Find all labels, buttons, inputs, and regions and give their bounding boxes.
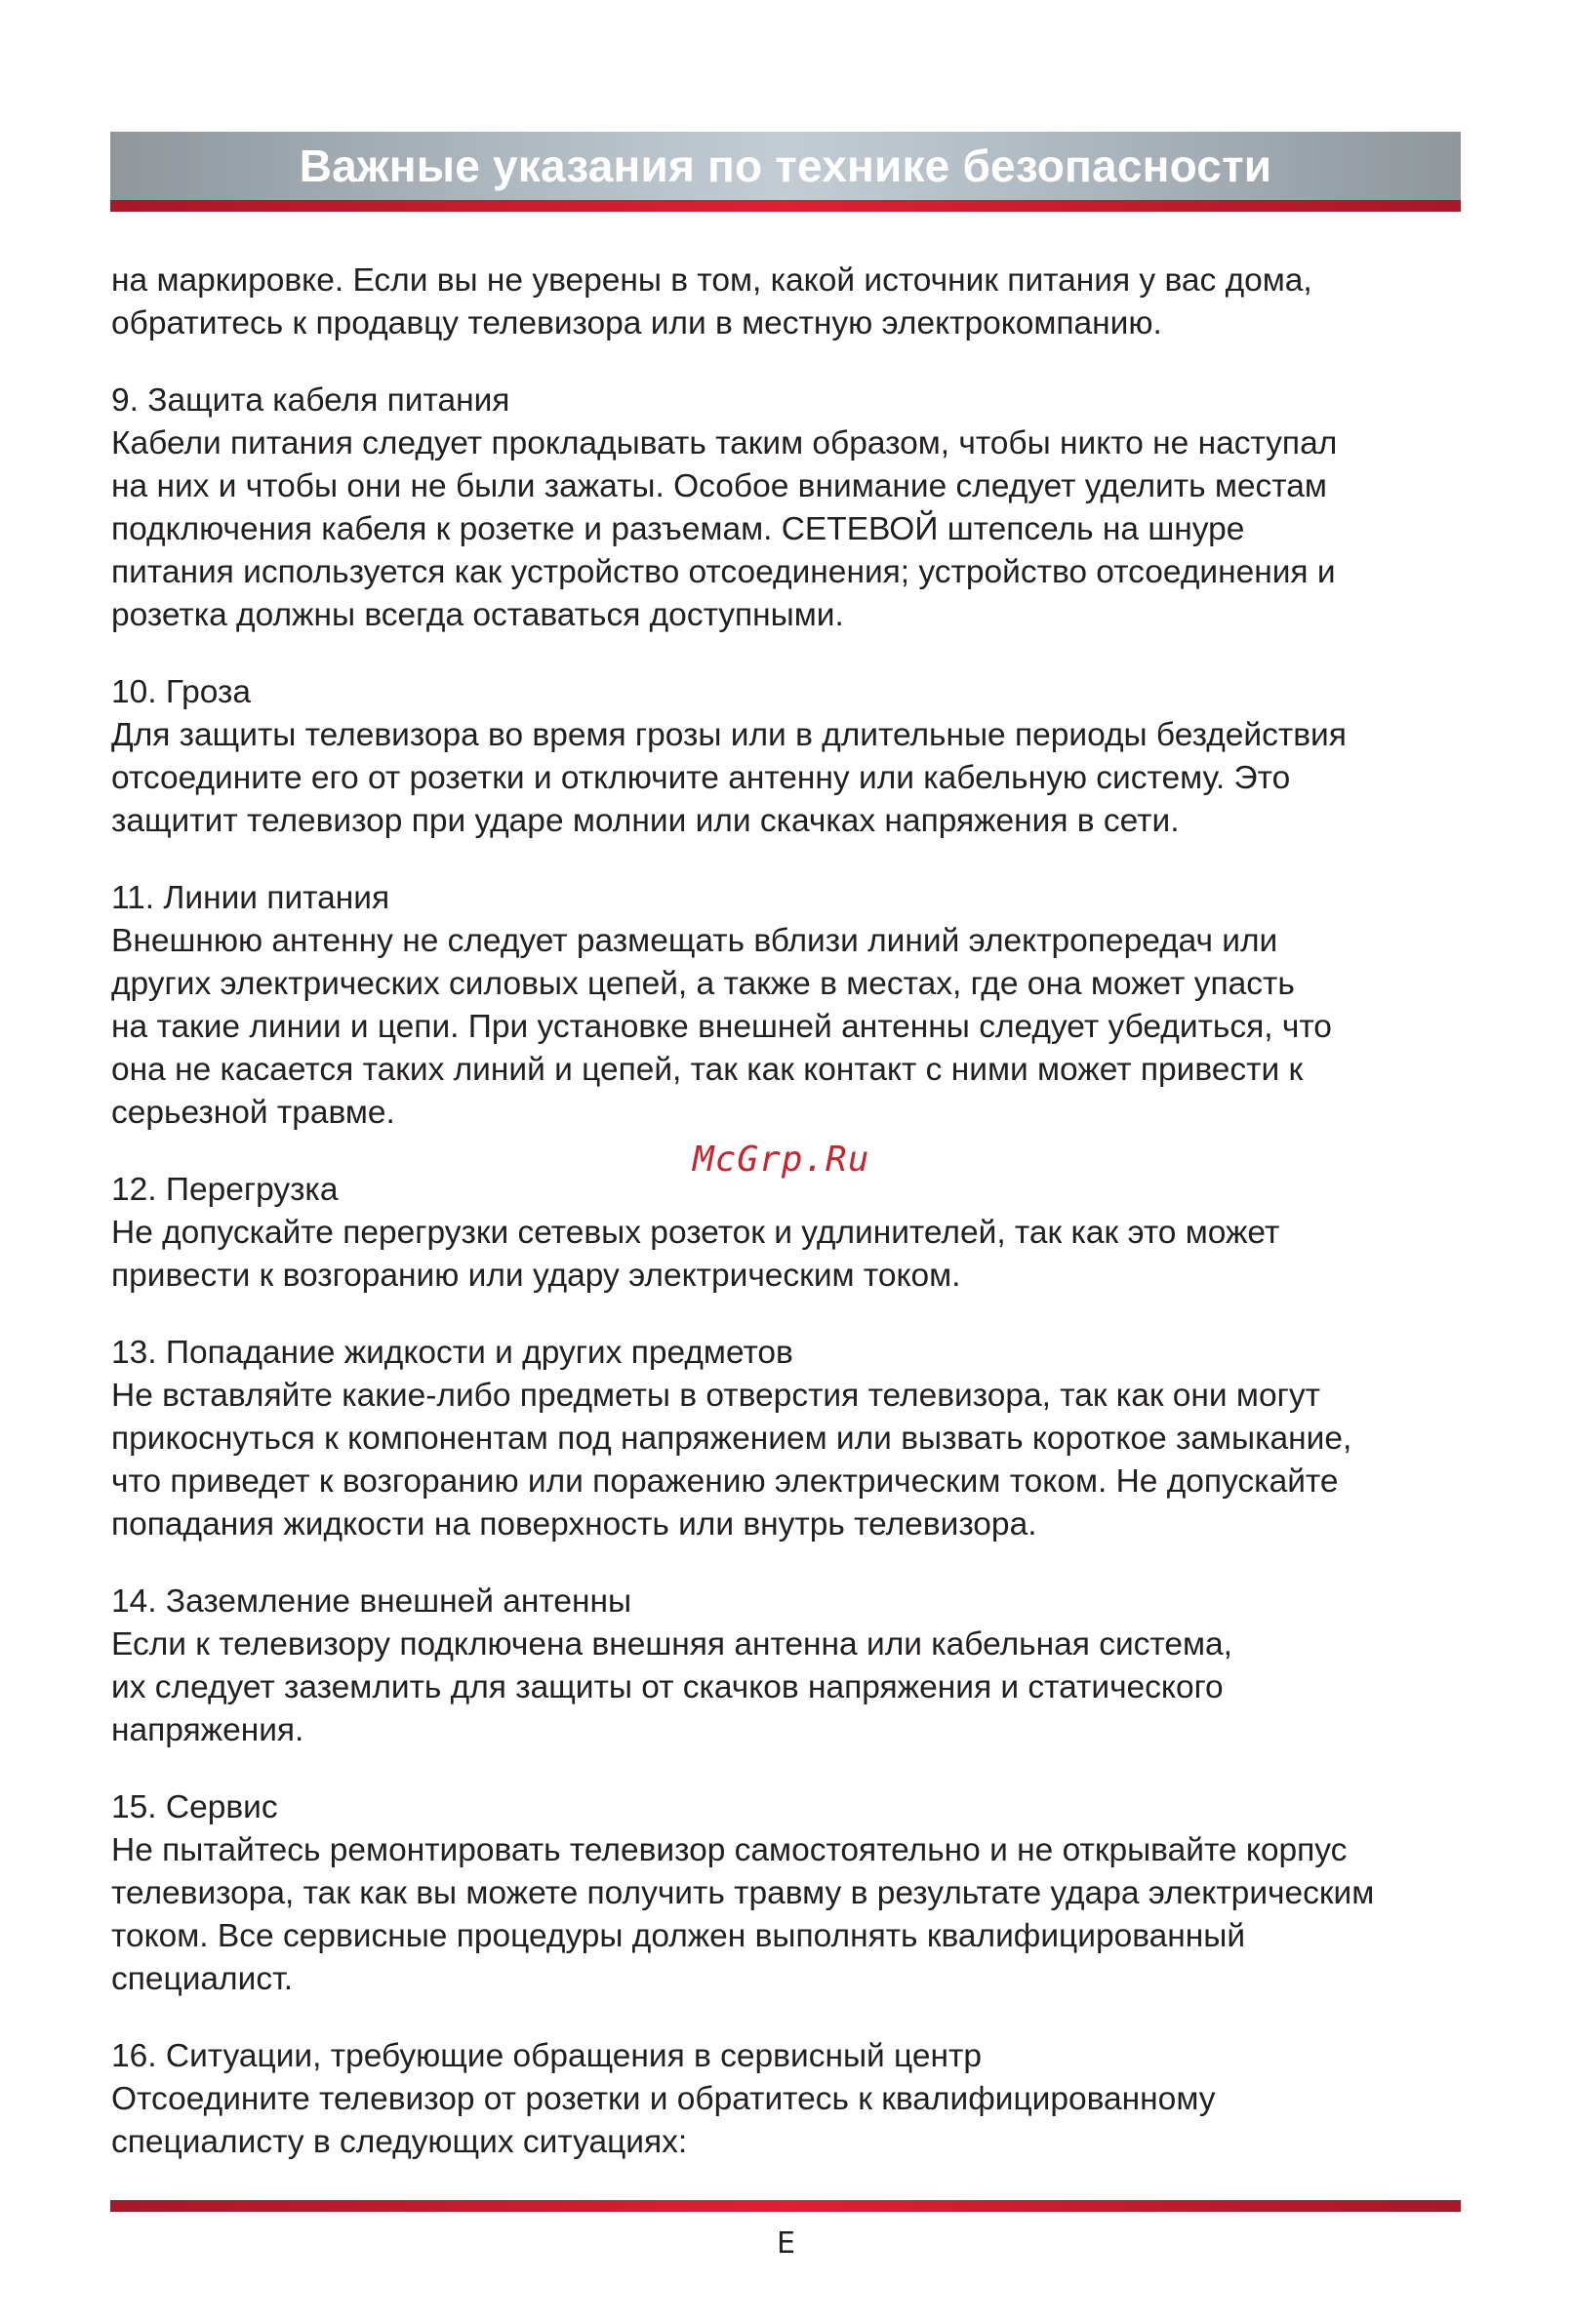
- section-lightning: [111, 671, 1477, 843]
- text-line: Отсоедините телевизор от розетки и обратитесь к квалифицированному: [111, 2081, 1216, 2117]
- watermark: McGrp.Ru: [693, 1140, 870, 1180]
- text-line: на маркировке. Если вы не уверены в том, какой источник питания у вас дома,: [111, 262, 1312, 299]
- section-heading: 14. Заземление внешней антенны: [111, 1583, 632, 1620]
- section-heading: 9. Защита кабеля питания: [111, 382, 510, 419]
- section-heading: 13. Попадание жидкости и других предметов: [111, 1335, 793, 1371]
- text-line: специалисту в следующих ситуациях:: [111, 2124, 688, 2160]
- text-line: Не вставляйте какие-либо предметы в отверстия телевизора, так как они могут: [111, 1378, 1320, 1414]
- page-title: Важные указания по технике безопасности: [299, 140, 1272, 191]
- section-service-required: [111, 2035, 1477, 2164]
- text-line: привести к возгоранию или удару электрическим током.: [111, 1258, 961, 1294]
- section-heading: 16. Ситуации, требующие обращения в сервисный центр: [111, 2038, 982, 2074]
- text-line: что приведет к возгоранию или поражению электрическим током. Не допускайте: [111, 1463, 1339, 1500]
- section-heading: 15. Сервис: [111, 1789, 278, 1825]
- text-line: на такие линии и цепи. При установке внешней антенны следует убедиться, что: [111, 1009, 1332, 1045]
- text-line: отсоедините его от розетки и отключите антенну или кабельную систему. Это: [111, 760, 1291, 796]
- section-heading: 10. Гроза: [111, 674, 252, 710]
- page-header-band: [110, 132, 1461, 200]
- section-servicing: [111, 1786, 1477, 2001]
- text-line: Для защиты телевизора во время грозы или в длительные периоды бездействия: [111, 717, 1347, 753]
- section-power-cord-protection: [111, 380, 1477, 637]
- intro-paragraph: [111, 260, 1477, 345]
- text-line: подключения кабеля к розетке и разъемам. СЕТЕВОЙ штепсель на шнуре: [111, 511, 1245, 547]
- text-line: током. Все сервисные процедуры должен выполнять квалифицированный: [111, 1918, 1246, 1954]
- text-line: телевизора, так как вы можете получить травму в результате удара электрическим: [111, 1875, 1375, 1911]
- text-line: других электрических силовых цепей, а также в местах, где она может упасть: [111, 966, 1295, 1002]
- section-antenna-grounding: [111, 1581, 1477, 1752]
- text-line: питания используется как устройство отсоединения; устройство отсоединения и: [111, 554, 1336, 590]
- text-line: попадания жидкости на поверхность или внутрь телевизора.: [111, 1506, 1037, 1543]
- section-heading: 12. Перегрузка: [111, 1172, 339, 1208]
- text-line: Внешнюю антенну не следует размещать вблизи линий электропередач или: [111, 923, 1278, 959]
- text-line: защитит телевизор при ударе молнии или скачках напряжения в сети.: [111, 803, 1180, 839]
- text-line: Не пытайтесь ремонтировать телевизор самостоятельно и не открывайте корпус: [111, 1832, 1348, 1868]
- header-divider: [110, 200, 1461, 212]
- text-line: прикоснуться к компонентам под напряжением или вызвать короткое замыкание,: [111, 1421, 1352, 1457]
- text-line: она не касается таких линий и цепей, так как контакт с ними может привести к: [111, 1052, 1304, 1088]
- page-number: E: [777, 2226, 795, 2261]
- text-line: обратитесь к продавцу телевизора или в местную электрокомпанию.: [111, 305, 1162, 341]
- footer-divider: [110, 2200, 1461, 2212]
- text-line: серьезной травме.: [111, 1095, 395, 1131]
- section-power-lines: [111, 877, 1477, 1135]
- text-line: розетка должны всегда оставаться доступными.: [111, 597, 844, 633]
- text-line: Если к телевизору подключена внешняя антенна или кабельная система,: [111, 1626, 1232, 1663]
- text-line: их следует заземлить для защиты от скачков напряжения и статического: [111, 1669, 1224, 1705]
- text-line: специалист.: [111, 1961, 294, 1997]
- text-line: на них и чтобы они не были зажаты. Особое внимание следует уделить местам: [111, 468, 1327, 504]
- section-overload: [111, 1169, 1477, 1298]
- text-line: Кабели питания следует прокладывать таким образом, чтобы никто не наступал: [111, 425, 1338, 461]
- section-liquid-and-objects: [111, 1332, 1477, 1546]
- text-line: напряжения.: [111, 1712, 304, 1748]
- text-line: Не допускайте перегрузки сетевых розеток и удлинителей, так как это может: [111, 1215, 1280, 1251]
- document-body: [111, 260, 1477, 2164]
- section-heading: 11. Линии питания: [111, 880, 390, 916]
